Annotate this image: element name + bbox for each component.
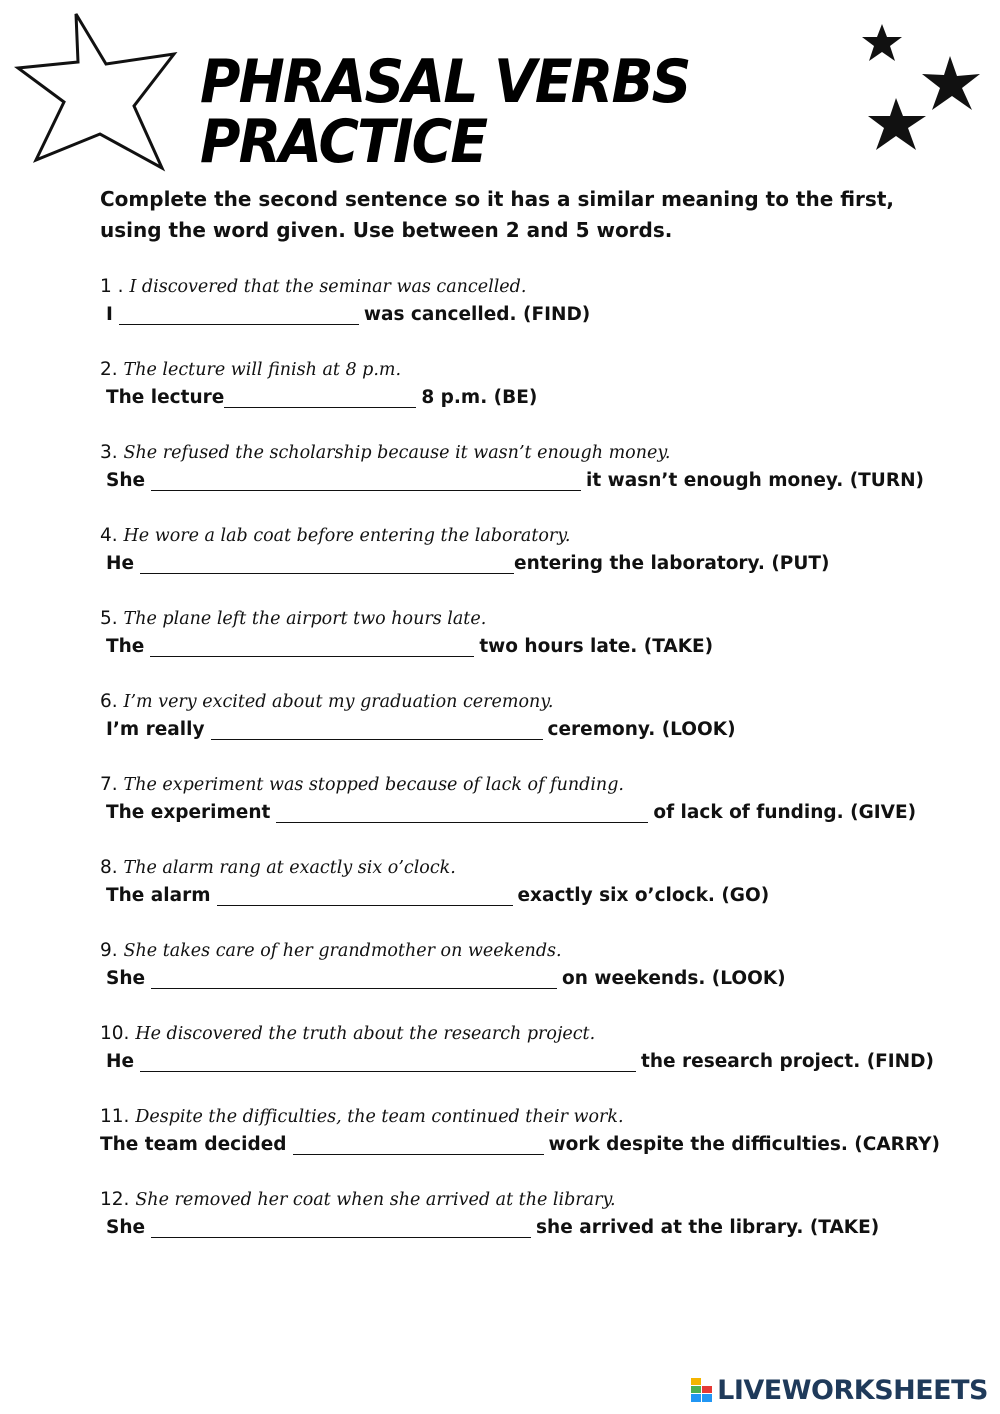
question-sentence: The lecture will finish at 8 p.m.: [123, 360, 402, 380]
answer-blank-9[interactable]: [151, 970, 557, 989]
question-sentence: He wore a lab coat before entering the laboratory.: [123, 526, 571, 546]
question-sentence: I’m very excited about my graduation ceremony.: [123, 692, 554, 712]
question-1: [100, 273, 940, 329]
answer-lead: He: [106, 553, 135, 574]
answer-blank-1[interactable]: [119, 306, 359, 325]
answer-lead: The: [106, 636, 145, 657]
question-sentence: The experiment was stopped because of lack of funding.: [123, 775, 624, 795]
answer-trail: entering the laboratory. (PUT): [514, 553, 830, 574]
answer-trail: of lack of funding. (GIVE): [653, 802, 917, 823]
answer-lead: He: [106, 1051, 135, 1072]
question-sentence: She removed her coat when she arrived at the library.: [135, 1190, 616, 1210]
answer-blank-12[interactable]: [151, 1219, 531, 1238]
question-number: 3.: [100, 442, 118, 463]
question-3: [100, 439, 940, 495]
answer-lead: The alarm: [106, 885, 211, 906]
answer-lead: The experiment: [106, 802, 271, 823]
answer-blank-7[interactable]: [276, 804, 648, 823]
answer-blank-5[interactable]: [150, 638, 474, 657]
answer-trail: exactly six o’clock. (GO): [517, 885, 770, 906]
question-10: [100, 1020, 940, 1076]
answer-trail: work despite the difficulties. (CARRY): [548, 1134, 940, 1155]
answer-blank-8[interactable]: [217, 887, 513, 906]
question-number: 5.: [100, 608, 118, 629]
answer-lead: I’m really: [106, 719, 205, 740]
answer-blank-3[interactable]: [151, 472, 581, 491]
answer-lead: The team decided: [100, 1134, 287, 1155]
answer-trail: the research project. (FIND): [641, 1051, 934, 1072]
question-2: [100, 356, 940, 412]
question-number: 10.: [100, 1023, 130, 1044]
answer-lead: She: [106, 968, 146, 989]
question-sentence: He discovered the truth about the research project.: [135, 1024, 596, 1044]
answer-lead: She: [106, 1217, 146, 1238]
question-8: [100, 854, 940, 910]
question-5: [100, 605, 940, 661]
question-number: 8.: [100, 857, 118, 878]
question-number: 7.: [100, 774, 118, 795]
liveworksheets-logo-icon: [690, 1377, 714, 1403]
instructions: Complete the second sentence so it has a similar meaning to the first, using the word given. Use between 2 and 5 words.: [100, 187, 894, 242]
question-11: [100, 1103, 940, 1159]
question-9: [100, 937, 940, 993]
answer-trail: on weekends. (LOOK): [562, 968, 786, 989]
question-number: 4.: [100, 525, 118, 546]
question-sentence: She takes care of her grandmother on weekends.: [123, 941, 562, 961]
answer-blank-6[interactable]: [211, 721, 543, 740]
answer-trail: 8 p.m. (BE): [421, 387, 538, 408]
page-title: PHRASAL VERBS PRACTICE: [200, 47, 690, 177]
answer-trail: she arrived at the library. (TAKE): [536, 1217, 880, 1238]
question-sentence: I discovered that the seminar was cancelled.: [129, 277, 527, 297]
question-6: [100, 688, 940, 744]
answer-lead: She: [106, 470, 146, 491]
answer-lead: The lecture: [106, 387, 225, 408]
star-outline-icon: [14, 10, 180, 176]
logo-text: LIVEWORKSHEETS: [717, 1374, 988, 1406]
answer-trail: it wasn’t enough money. (TURN): [586, 470, 925, 491]
star-filled-icon: [866, 96, 930, 152]
question-sentence: The alarm rang at exactly six o’clock.: [123, 858, 456, 878]
answer-lead: I: [106, 304, 113, 325]
question-number: 11.: [100, 1106, 130, 1127]
question-7: [100, 771, 940, 827]
answer-trail: two hours late. (TAKE): [479, 636, 714, 657]
question-sentence: Despite the difficulties, the team continued their work.: [135, 1107, 624, 1127]
answer-blank-2[interactable]: [224, 389, 416, 408]
question-4: [100, 522, 940, 578]
question-number: 12.: [100, 1189, 130, 1210]
question-number: 1 .: [100, 276, 124, 297]
answer-blank-10[interactable]: [140, 1053, 636, 1072]
answer-blank-11[interactable]: [293, 1136, 544, 1155]
question-number: 6.: [100, 691, 118, 712]
star-filled-icon: [860, 22, 904, 64]
answer-blank-4[interactable]: [140, 555, 514, 574]
question-12: [100, 1186, 940, 1242]
question-number: 2.: [100, 359, 118, 380]
liveworksheets-logo[interactable]: [690, 1373, 988, 1407]
question-sentence: She refused the scholarship because it wasn’t enough money.: [123, 443, 671, 463]
question-number: 9.: [100, 940, 118, 961]
answer-trail: ceremony. (LOOK): [547, 719, 736, 740]
question-sentence: The plane left the airport two hours late.: [123, 609, 487, 629]
answer-trail: was cancelled. (FIND): [363, 304, 591, 325]
